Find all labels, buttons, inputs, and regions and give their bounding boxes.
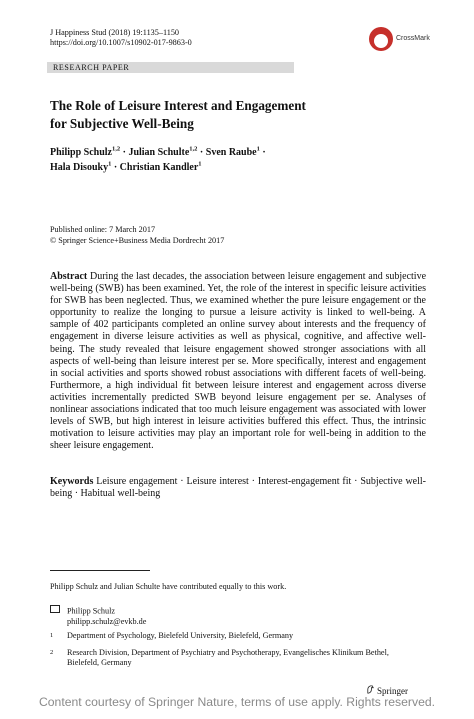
footnote-divider bbox=[50, 570, 150, 571]
article-type-banner bbox=[47, 62, 294, 73]
abstract-text: During the last decades, the association between leisure engagement and subjective well-being (SWB) has been examined. Yet, the role of the interest in specific leisure activities for SWB has been neglected. Thus, we examined whether the pure leisure engagement or the opportunity to realize the longing to pursue a leisure activity is linked to well-being. A sample of 402 participants completed an online survey about interests and the frequency of engagement in diverse leisure activities as well as physical, cognitive, and affective well-being. The study revealed that leisure engagement showed stronger associations with all aspects of well-being than leisure interest per se. More specifically, interest and engagement in social activities and sports showed robust associations with different facets of well-being. Furthermore, a high individual fit between leisure interest and engagement across diverse activities incrementally predicted SWB beyond leisure engagement per se. Analyses of nonlinear associations indicated that too much leisure engagement was associated with lower levels of SWB, but high interest in leisure activities buffered this effect. Thus, the intrinsic motivation to leisure activities may play an important role for well-being in addition to the sheer leisure engagement. bbox=[50, 271, 427, 452]
publisher-name: Springer bbox=[377, 686, 408, 696]
affiliation-2 bbox=[50, 648, 389, 668]
affiliation-number: 1 bbox=[50, 632, 54, 639]
copyright-line: © Springer Science+Business Media Dordrecht 2017 bbox=[50, 235, 225, 245]
paper-title bbox=[50, 97, 430, 133]
contact-name: Philipp Schulz bbox=[67, 606, 115, 616]
crossmark-badge[interactable] bbox=[369, 25, 439, 55]
article-type-label: RESEARCH PAPER bbox=[53, 63, 130, 72]
abstract-section bbox=[50, 271, 426, 452]
affiliation-text: Research Division, Department of Psychiatry and Psychotherapy, Evangelisches Klinikum Bethel, bbox=[67, 648, 389, 657]
author-affiliation-mark: 1,2 bbox=[111, 145, 121, 153]
published-date: Published online: 7 March 2017 bbox=[50, 225, 156, 234]
affiliation-text-cont: Bielefeld, Germany bbox=[67, 658, 132, 667]
author-affiliation-mark: 1 bbox=[108, 160, 112, 168]
author-list: Philipp Schulz$^{1,2}$ · Julian Schulte$^{1,2}$ · Sven Raube$^1$ · Hala Disouky$^1$ · Christian Kandler$^1$ bbox=[50, 145, 266, 173]
author-name[interactable]: Sven Raube bbox=[205, 147, 257, 158]
courtesy-watermark: Content courtesy of Springer Nature, terms of use apply. Rights reserved. bbox=[38, 695, 436, 709]
title-line-2: for Subjective Well-Being bbox=[50, 116, 194, 131]
author-name[interactable]: Hala Disouky bbox=[50, 162, 109, 173]
author-name[interactable]: Julian Schulte bbox=[128, 147, 190, 158]
journal-citation: J Happiness Stud (2018) 19:1135–1150 bbox=[50, 28, 180, 37]
affiliation-1 bbox=[50, 631, 293, 641]
author-affiliation-mark: 1 bbox=[198, 160, 202, 168]
envelope-icon bbox=[50, 605, 60, 613]
doi-link[interactable]: https://doi.org/10.1007/s10902-017-9863-0 bbox=[50, 38, 192, 47]
crossmark-label: CrossMark bbox=[396, 35, 430, 42]
author-name[interactable]: Christian Kandler bbox=[119, 162, 199, 173]
keywords-heading: Keywords bbox=[50, 476, 94, 487]
affiliation-text: Department of Psychology, Bielefeld University, Bielefeld, Germany bbox=[67, 631, 294, 640]
author-affiliation-mark: 1 bbox=[256, 145, 260, 153]
crossmark-icon bbox=[369, 27, 393, 51]
keywords-section bbox=[50, 476, 426, 500]
author-affiliation-mark: 1,2 bbox=[189, 145, 198, 153]
title-line-1: The Role of Leisure Interest and Engagement bbox=[50, 98, 306, 113]
equal-contribution-note: Philipp Schulz and Julian Schulte have contributed equally to this work. bbox=[50, 582, 287, 591]
keywords-text: Leisure engagement · Leisure interest · Interest-engagement fit · Subjective well-being · Habitual well-being bbox=[50, 476, 427, 500]
author-name[interactable]: Philipp Schulz bbox=[50, 147, 112, 158]
publication-info bbox=[50, 225, 224, 246]
contact-email[interactable]: philipp.schulz@evkb.de bbox=[67, 616, 147, 626]
corresponding-author bbox=[50, 606, 146, 627]
journal-header bbox=[50, 28, 192, 48]
affiliation-number: 2 bbox=[50, 649, 54, 656]
abstract-heading: Abstract bbox=[50, 271, 88, 282]
